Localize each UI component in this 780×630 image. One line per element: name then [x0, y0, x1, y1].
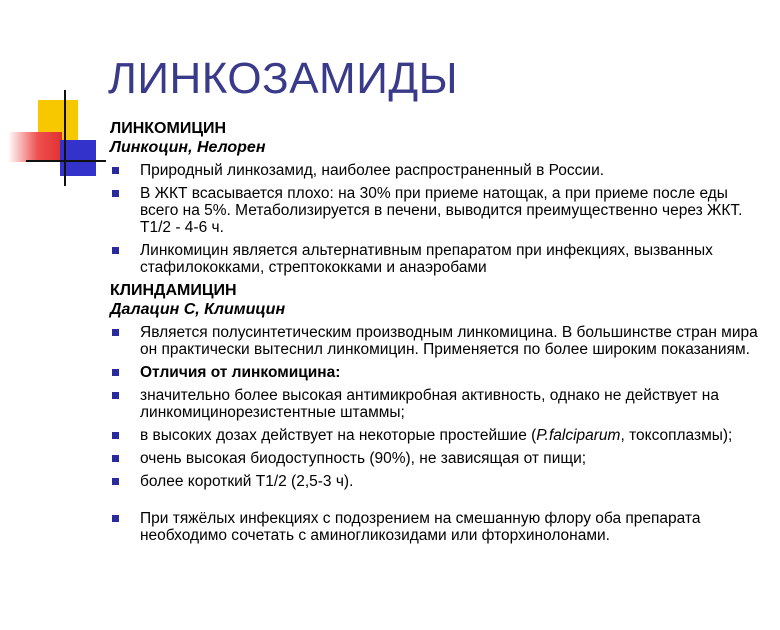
item-text: в высоких дозах действует на некоторые простейшие (: [140, 427, 537, 444]
section-subtitle-clindamycin: Далацин С, Климицин: [110, 301, 286, 318]
section-subtitle-lincomycin: Линкоцин, Нелорен: [110, 139, 266, 156]
slide-content: [110, 118, 770, 550]
logo-red-square: [8, 132, 62, 162]
list-item: Является полусинтетическим производным линкомицина. В большинстве стран мира он практически вытеснил линкомицин. Применяется по более широким показаниям.: [110, 324, 770, 358]
section-heading-clindamycin: КЛИНДАМИЦИН: [110, 282, 237, 299]
clindamycin-list: [110, 324, 770, 490]
list-item-differences: Отличия от линкомицина:: [110, 364, 770, 381]
combination-note-list: [110, 510, 770, 544]
spacer: [110, 496, 770, 510]
list-item: более короткий Т1/2 (2,5-3 ч).: [110, 473, 770, 490]
list-item: В ЖКТ всасывается плохо: на 30% при приеме натощак, а при приеме после еды всего на 5%. Метаболизируется в печени, выводится преимущественно через ЖКТ. Т1/2 - 4-6 ч.: [110, 185, 770, 236]
section-heading-lincomycin: ЛИНКОМИЦИН: [110, 120, 227, 137]
logo-vertical-line: [64, 90, 66, 186]
list-item: Линкомицин является альтернативным препаратом при инфекциях, вызванных стафилококками, стрептококками и анаэробами: [110, 242, 770, 276]
list-item: значительно более высокая антимикробная активность, однако не действует на линкомицинорезистентные штаммы;: [110, 387, 770, 421]
slide-title: ЛИНКОЗАМИДЫ: [108, 54, 459, 103]
list-item: [110, 427, 770, 444]
item-text: , токсоплазмы);: [620, 427, 733, 444]
lincomycin-list: [110, 162, 770, 276]
list-item: Природный линкозамид, наиболее распространенный в России.: [110, 162, 770, 179]
logo-horizontal-line: [26, 160, 106, 162]
list-item: очень высокая биодоступность (90%), не зависящая от пищи;: [110, 450, 770, 467]
list-item: При тяжёлых инфекциях с подозрением на смешанную флору оба препарата необходимо сочетать с аминогликозидами или фторхинолонами.: [110, 510, 770, 544]
item-text-italic: P.falciparum: [536, 427, 621, 444]
